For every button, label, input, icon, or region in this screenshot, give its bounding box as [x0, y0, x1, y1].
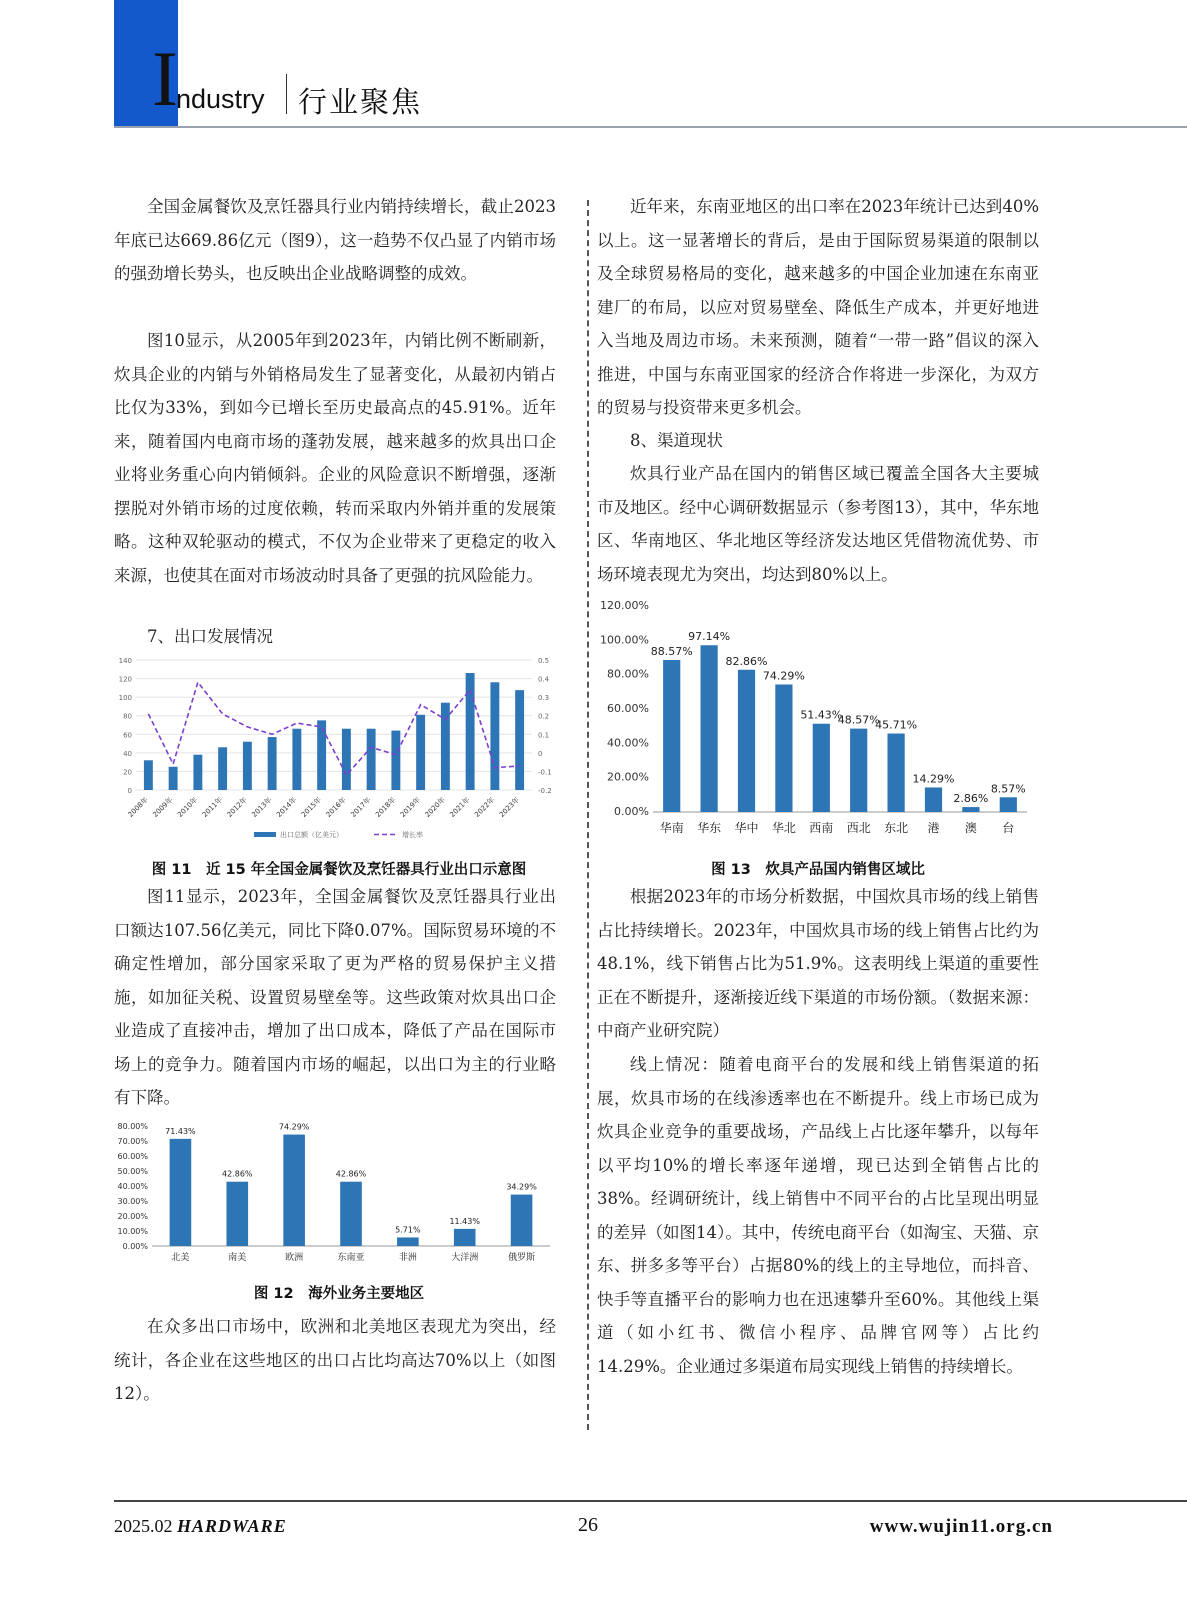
data-label: 42.86% [335, 1169, 367, 1179]
category-label: 澳 [964, 821, 977, 835]
section-heading-7: 7、出口发展情况 [147, 627, 273, 646]
legend-swatch-bar [254, 832, 276, 837]
category-label: 欧洲 [285, 1253, 304, 1263]
bar [397, 1237, 419, 1246]
y-tick-label: 100.00% [600, 633, 649, 647]
category-label: 华北 [771, 821, 796, 835]
category-label: 东南亚 [337, 1253, 365, 1263]
category-label: 2021年 [448, 795, 472, 819]
data-label: 8.57% [990, 782, 1026, 796]
y-right-tick-label: 0.4 [538, 675, 550, 684]
y-left-tick-label: 80 [123, 712, 132, 721]
bar [490, 682, 499, 790]
category-label: 台 [1002, 821, 1015, 835]
column-divider [587, 200, 589, 1430]
bar [193, 755, 202, 790]
data-label: 48.57% [837, 713, 880, 727]
bar [1000, 797, 1017, 812]
data-label: 42.86% [222, 1169, 253, 1179]
y-tick-label: 50.00% [117, 1167, 148, 1176]
bar [292, 729, 301, 790]
bar [775, 684, 792, 812]
section-heading-8: 8、渠道现状 [630, 431, 723, 450]
data-label: 5.71% [395, 1225, 421, 1235]
y-tick-label: 80.00% [607, 667, 649, 681]
category-label: 东北 [884, 821, 909, 835]
bar [416, 715, 425, 790]
y-left-tick-label: 60 [123, 731, 132, 740]
data-label: 51.43% [800, 708, 843, 722]
bar [454, 1229, 476, 1246]
category-label: 2019年 [398, 795, 423, 819]
data-label: 34.29% [506, 1182, 537, 1192]
footer-magazine-name: HARDWARE [177, 1516, 287, 1536]
right-paragraph-4: 线上情况：随着电商平台的发展和线上销售渠道的拓展，炊具市场的在线渗透率也在不断提升。线上市场已成为炊具企业竞争的重要战场，产品线上占比逐年攀升，以每年以平均10%的增长率逐年递增，现已达到全销售占比的38%。经调研统计，线上销售中不同平台的占比呈现出明显的差异（如图14）。其中，传统电商平台（如淘宝、天猫、京东、拼多多等平台）占据80%的线上的主导地位，而抖音、快手等直播平台的影响力也在迅速攀升至60%。其他线上渠道（如小红书、微信小程序、品牌官网等）占比约14.29%。企业通过多渠道布局实现线上销售的持续增长。 [597, 1055, 1039, 1376]
data-label: 11.43% [449, 1216, 480, 1226]
category-label: 2017年 [349, 795, 373, 819]
overseas-regions-chart [114, 1118, 564, 1270]
y-tick-label: 40.00% [117, 1182, 148, 1191]
category-label: 2023年 [497, 795, 522, 819]
y-right-tick-label: 0.5 [538, 657, 550, 665]
y-left-tick-label: 140 [118, 657, 132, 665]
growth-line [148, 682, 519, 775]
data-label: 82.86% [725, 654, 768, 668]
category-label: 2018年 [374, 795, 398, 819]
y-left-tick-label: 100 [118, 694, 132, 703]
data-label: 74.29% [278, 1122, 310, 1132]
y-right-tick-label: 0.2 [538, 712, 550, 721]
data-label: 2.86% [953, 792, 989, 806]
category-label: 西北 [846, 821, 871, 835]
category-label: 华中 [734, 821, 759, 835]
bar [340, 1182, 362, 1246]
category-label: 2008年 [126, 795, 150, 819]
y-tick-label: 10.00% [117, 1227, 148, 1236]
header-chinese-title: 行业聚焦 [298, 85, 423, 119]
figure-11-caption: 图 11 近 15 年全国金属餐饮及烹饪器具行业出口示意图 [151, 862, 527, 878]
y-left-tick-label: 0 [127, 787, 132, 795]
figure-12-caption: 图 12 海外业务主要地区 [253, 1286, 425, 1302]
y-tick-label: 80.00% [117, 1122, 148, 1131]
y-right-tick-label: 0.1 [538, 731, 550, 740]
bar [170, 1139, 192, 1246]
category-label: 2015年 [299, 795, 324, 819]
y-right-tick-label: -0.2 [538, 787, 552, 795]
domestic-sales-region-chart [597, 598, 1047, 844]
bar [925, 787, 942, 812]
category-label: 大洋洲 [451, 1253, 479, 1263]
bar [144, 760, 153, 790]
category-label: 2012年 [225, 795, 249, 819]
footer-rule [114, 1500, 1187, 1502]
data-label: 71.43% [165, 1126, 196, 1136]
y-left-tick-label: 40 [123, 749, 132, 758]
bar [342, 729, 351, 790]
category-label: 2010年 [176, 795, 200, 819]
category-label: 华东 [697, 821, 722, 835]
bar [218, 747, 227, 790]
header-initial: I [152, 35, 178, 122]
y-tick-label: 0.00% [614, 805, 649, 818]
footer-issue [114, 1516, 287, 1537]
category-label: 2022年 [473, 795, 497, 819]
data-label: 88.57% [650, 644, 693, 658]
category-label: 2013年 [250, 795, 274, 819]
y-right-tick-label: 0.3 [538, 694, 550, 703]
category-label: 2016年 [324, 795, 348, 819]
bar [243, 742, 252, 790]
page-number: 26 [578, 1514, 598, 1536]
category-label: 2020年 [423, 795, 447, 819]
category-label: 2009年 [151, 795, 175, 819]
y-right-tick-label: -0.1 [538, 768, 552, 777]
category-label: 非洲 [398, 1253, 417, 1263]
bar [663, 660, 680, 812]
left-paragraph-4: 在众多出口市场中，欧洲和北美地区表现尤为突出，经统计，各企业在这些地区的出口占比均高达70%以上（如图12）。 [114, 1317, 556, 1403]
bar [700, 645, 717, 812]
header-rule [114, 126, 1187, 128]
left-paragraph-1: 全国金属餐饮及烹饪器具行业内销持续增长，截止2023年底已达669.86亿元（图9），这一趋势不仅凸显了内销市场的强劲增长势头，也反映出企业战略调整的成效。 [114, 197, 556, 283]
category-label: 港 [927, 821, 940, 835]
right-paragraph-1: 近年来，东南亚地区的出口率在2023年统计已达到40%以上。这一显著增长的背后，是由于国际贸易渠道的限制以及全球贸易格局的变化，越来越多的中国企业加速在东南亚建厂的布局，以应对贸易壁垒、降低生产成本，并更好地进入当地及周边市场。未来预测，随着“一带一路”倡议的深入推进，中国与东南亚国家的经济合作将进一步深化，为双方的贸易与投资带来更多机会。 [597, 197, 1039, 417]
bar [850, 729, 867, 812]
right-paragraph-3: 根据2023年的市场分析数据，中国炊具市场的线上销售占比持续增长。2023年，中国炊具市场的线上销售占比约为48.1%，线下销售占比为51.9%。这表明线上渠道的重要性正在不断提升，逐渐接近线下渠道的市场份额。（数据来源：中商产业研究院） [597, 887, 1039, 1040]
y-tick-label: 60.00% [607, 702, 649, 715]
left-paragraph-3: 图11显示，2023年，全国金属餐饮及烹饪器具行业出口额达107.56亿美元，同比下降0.07%。国际贸易环境的不确定性增加，部分国家采取了更为严格的贸易保护主义措施，如加征关税、设置贸易壁垒等。这些政策对炊具出口企业造成了直接冲击，增加了出口成本，降低了产品在国际市场上的竞争力。随着国内市场的崛起，以出口为主的行业略有下降。 [114, 887, 556, 1107]
bar [738, 670, 755, 812]
bar [962, 807, 979, 812]
bar [511, 1195, 533, 1246]
y-tick-label: 0.00% [122, 1242, 148, 1251]
bar [317, 720, 326, 790]
bar [515, 690, 524, 790]
figure-13-caption: 图 13 炊具产品国内销售区域比 [711, 862, 925, 878]
y-tick-label: 40.00% [607, 736, 649, 750]
bar [813, 724, 830, 812]
y-left-tick-label: 20 [123, 768, 132, 777]
bar [283, 1135, 305, 1246]
category-label: 2011年 [200, 795, 225, 819]
bar [367, 729, 376, 790]
bar [169, 767, 178, 790]
y-tick-label: 20.00% [607, 770, 649, 784]
bar [441, 703, 450, 790]
left-paragraph-2: 图10显示，从2005年到2023年，内销比例不断刷新，炊具企业的内销与外销格局发生了显著变化，从最初内销占比仅为33%，到如今已增长至历史最高点的45.91%。近年来，随着国内电商市场的蓬勃发展，越来越多的炊具出口企业将业务重心向内销倾斜。企业的风险意识不断增强，逐渐摆脱对外销市场的过度依赖，转而采取内外销并重的发展策略。这种双轮驱动的模式，不仅为企业带来了更稳定的收入来源，也使其在面对市场波动时具备了更强的抗风险能力。 [114, 331, 556, 585]
category-label: 华南 [659, 821, 684, 835]
footer-url[interactable]: www.wujin11.org.cn [869, 1516, 1053, 1537]
category-label: 北美 [171, 1253, 190, 1263]
footer-issue-date: 2025.02 [114, 1516, 173, 1536]
y-tick-label: 30.00% [117, 1197, 148, 1206]
data-label: 74.29% [762, 669, 805, 683]
y-right-tick-label: 0 [538, 749, 543, 758]
legend-label: 增长率 [402, 831, 423, 839]
y-tick-label: 20.00% [117, 1212, 148, 1221]
bar [391, 731, 400, 790]
header-separator [286, 74, 287, 114]
y-tick-label: 120.00% [600, 599, 649, 612]
y-left-tick-label: 120 [118, 675, 132, 684]
bar [887, 734, 904, 812]
bar [268, 737, 277, 790]
category-label: 南美 [228, 1253, 247, 1263]
category-label: 2014年 [275, 795, 299, 819]
category-label: 西南 [809, 821, 834, 835]
right-paragraph-2: 炊具行业产品在国内的销售区域已覆盖全国各大主要城市及地区。经中心调研数据显示（参考图13），其中，华东地区、华南地区、华北地区等经济发达地区凭借物流优势、市场环境表现尤为突出，均达到80%以上。 [597, 464, 1039, 584]
y-tick-label: 60.00% [117, 1152, 148, 1161]
bar [226, 1182, 248, 1246]
data-label: 97.14% [688, 630, 731, 644]
data-label: 45.71% [875, 718, 918, 732]
export-chart [114, 654, 564, 848]
data-label: 14.29% [912, 772, 955, 786]
y-tick-label: 70.00% [117, 1137, 148, 1146]
legend-label: 出口总额（亿美元） [280, 831, 343, 839]
category-label: 俄罗斯 [508, 1253, 536, 1263]
header-english-title: ndustry [176, 84, 265, 114]
